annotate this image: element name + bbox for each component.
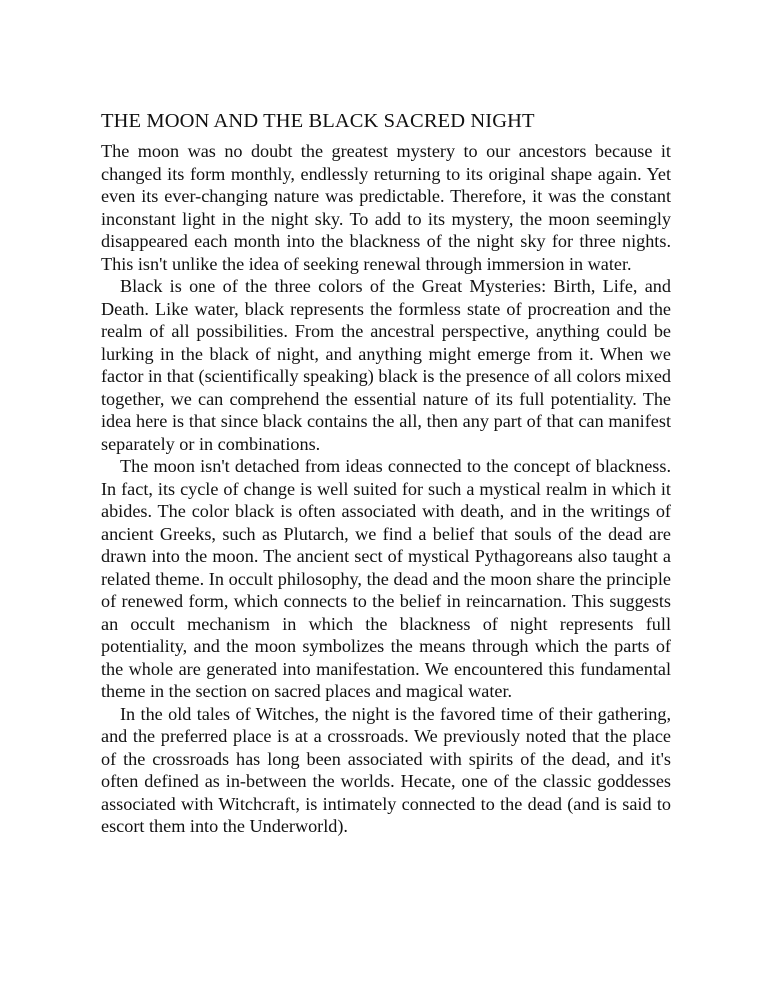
paragraph-3: The moon isn't detached from ideas connected to the concept of blackness. In fact, its cycle of change is well suited for such a mystical realm in which it abides. The color black is often associated with death, and in the writings of ancient Greeks, such as Plutarch, we find a belief that souls of the dead are drawn into the moon. The ancient sect of mystical Pythagoreans also taught a related theme. In occult philosophy, the dead and the moon share the principle of renewed form, which connects to the belief in reincarnation. This suggests an occult mechanism in which the blackness of night represents full potentiality, and the moon symbolizes the means through which the parts of the whole are generated into manifestation. We encountered this fundamental theme in the section on sacred places and magical water. <box>101 456 671 701</box>
chapter-title: THE MOON AND THE BLACK SACRED NIGHT <box>101 110 535 132</box>
paragraph-2: Black is one of the three colors of the Great Mysteries: Birth, Life, and Death. Like water, black represents the formless state of procreation and the realm of all possibilities. From the ancestral perspective, anything could be lurking in the black of night, and anything might emerge from it. When we factor in that (scientifically speaking) black is the presence of all colors mixed together, we can comprehend the essential nature of its full potentiality. The idea here is that since black contains the all, then any part of that can manifest separately or in combinations. <box>101 276 671 454</box>
paragraph-4: In the old tales of Witches, the night is the favored time of their gathering, and the preferred place is at a crossroads. We previously noted that the place of the crossroads has long been associated with spirits of the dead, and it's often defined as in-between the worlds. Hecate, one of the classic goddesses associated with Witchcraft, is intimately connected to the dead (and is said to escort them into the Underworld). <box>101 703 671 836</box>
page-body <box>101 108 671 838</box>
paragraph-1: The moon was no doubt the greatest mystery to our ancestors because it changed its form monthly, endlessly returning to its original shape again. Yet even its ever-changing nature was predictable. Therefore, it was the constant inconstant light in the night sky. To add to its mystery, the moon seemingly disappeared each month into the blackness of the night sky for three nights. This isn't unlike the idea of seeking renewal through immersion in water. <box>101 141 671 274</box>
